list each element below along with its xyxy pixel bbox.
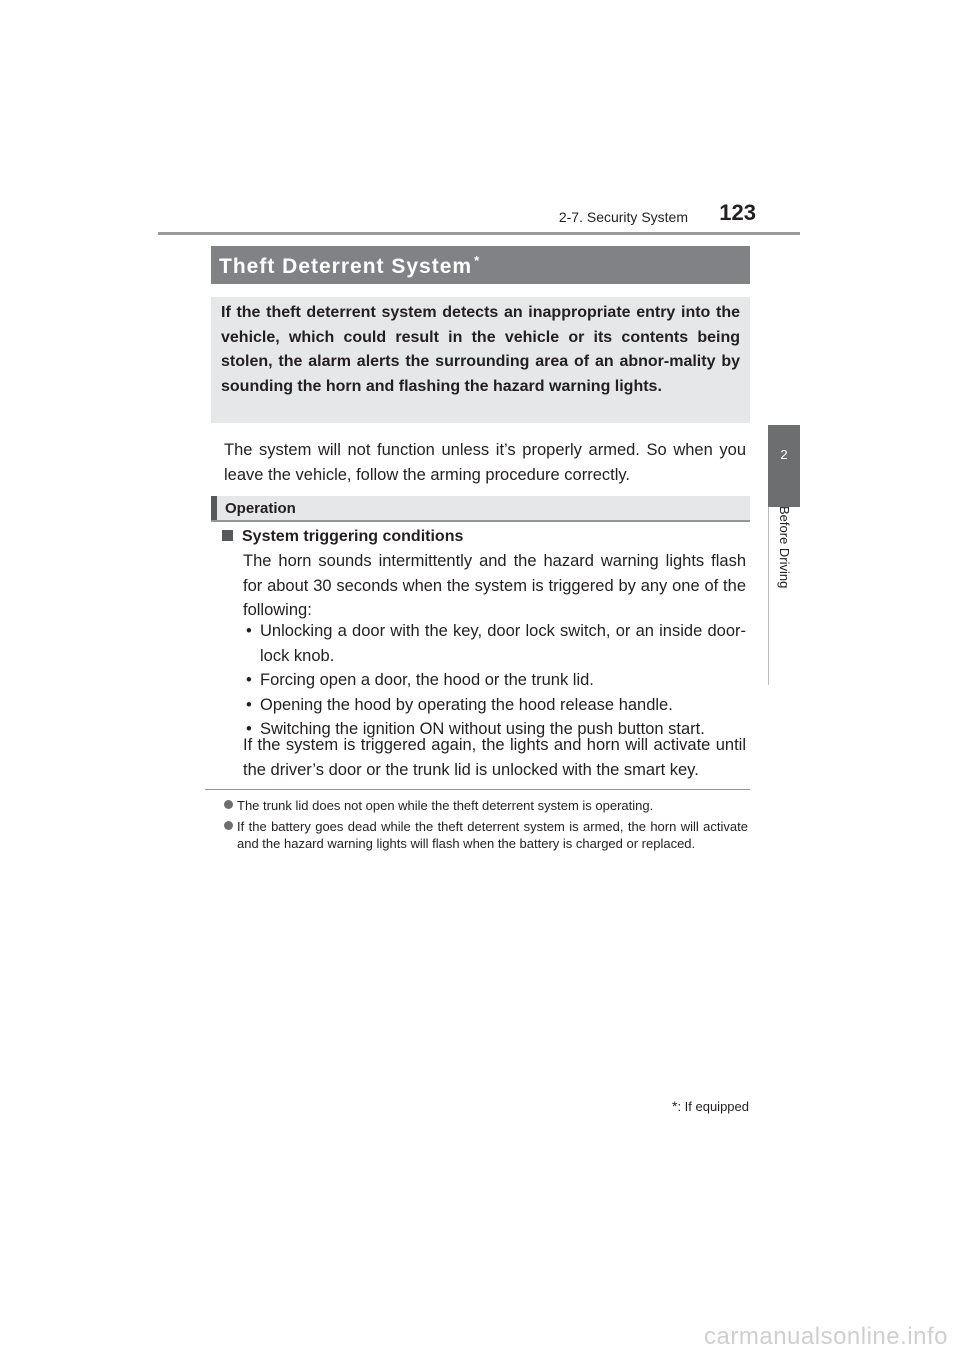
list-item: • Forcing open a door, the hood or the trunk lid.: [243, 668, 746, 693]
watermark: carmanualsonline.info: [704, 1323, 948, 1350]
notes-list: [224, 797, 748, 856]
list-item: • Opening the hood by operating the hood release handle.: [243, 693, 746, 718]
chapter-label-container: [770, 506, 800, 589]
page-header: [158, 198, 800, 232]
footnote-asterisk: *: [671, 1098, 678, 1114]
condition-tail-text: If the system is triggered again, the lights and horn will activate until the driver’s door or the trunk lid is unlocked with the smart key.: [243, 736, 746, 779]
chapter-label: Before Driving: [777, 506, 792, 589]
footnote-text: : If equipped: [677, 1099, 749, 1114]
chapter-tab[interactable]: [768, 425, 800, 507]
notes-divider: [205, 789, 750, 790]
chapter-number: 2: [780, 447, 788, 462]
body-text: The system will not function unless it’s properly armed. So when you leave the vehicle, follow the arming procedure correctly.: [224, 441, 746, 484]
page-number: 123: [719, 200, 756, 225]
list-item: • Unlocking a door with the key, door lock switch, or an inside door-lock knob.: [243, 619, 746, 668]
condition-text: The horn sounds intermittently and the hazard warning lights flash for about 30 seconds when the system is triggered by any one of the following:: [243, 552, 746, 619]
condition-title-text: System triggering conditions: [242, 528, 464, 545]
operation-heading-bar: [211, 496, 750, 522]
condition-heading: [222, 528, 463, 546]
header-divider: [158, 232, 800, 235]
heading-accent: [211, 496, 217, 520]
footnote: [672, 1098, 749, 1114]
if-equipped-asterisk: *: [474, 253, 480, 268]
intro-text: If the theft deterrent system detects an inappropriate entry into the vehicle, which could result in the vehicle or its contents being stolen, the alarm alerts the surrounding area of an abnor-mality by sounding the horn and flashing the hazard warning lights.: [221, 304, 740, 395]
section-title: 2-7. Security System: [558, 209, 688, 225]
title-bar: [211, 246, 750, 284]
trigger-list: [243, 619, 746, 742]
operation-heading: Operation: [225, 500, 296, 517]
list-item: • Switching the ignition ON without using the push button start.: [243, 717, 746, 742]
page-title-text: Theft Deterrent System: [219, 255, 473, 278]
note-item: The trunk lid does not open while the theft deterrent system is operating.: [224, 797, 748, 814]
intro-box: [211, 297, 750, 423]
square-bullet-icon: [222, 530, 233, 541]
note-item: If the battery goes dead while the theft deterrent system is armed, the horn will activate and the hazard warning lights will flash when the battery is charged or replaced.: [224, 818, 748, 852]
page-title: [219, 253, 479, 279]
